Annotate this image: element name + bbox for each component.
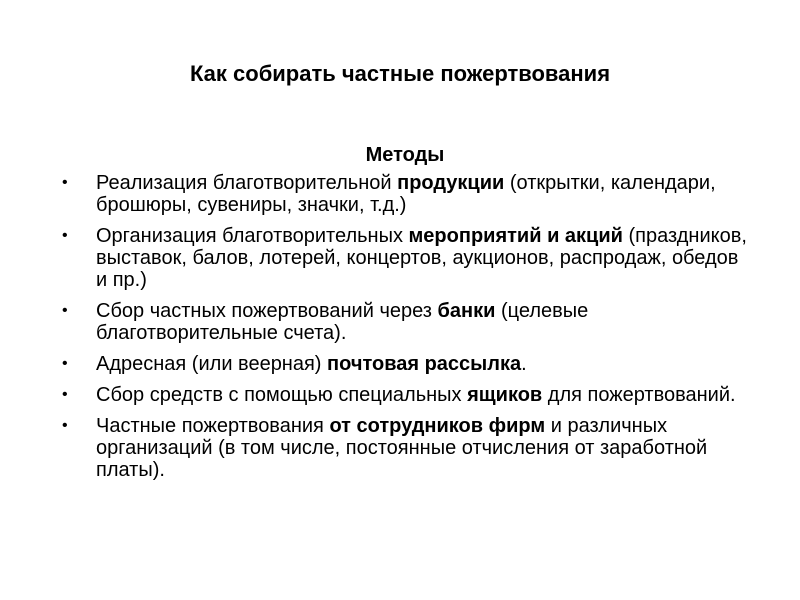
bullet-icon: • — [62, 302, 68, 319]
list-item — [60, 300, 750, 344]
bullet-icon: • — [62, 174, 68, 191]
bullet-icon: • — [62, 386, 68, 403]
item-text: и различных организаций (в том числе, постоянные отчисления от заработной платы). — [96, 415, 708, 481]
list-item — [60, 353, 750, 375]
item-text: Реализация благотворительной — [96, 172, 398, 194]
item-text: (открытки, календари, брошюры, сувениры, значки, т.д.) — [96, 172, 716, 216]
item-text-bold: банки — [437, 300, 496, 322]
item-text-bold: от сотрудников фирм — [329, 415, 546, 437]
item-text-bold: ящиков — [467, 384, 543, 406]
item-text-bold: мероприятий и акций — [408, 225, 623, 247]
methods-list — [60, 172, 750, 481]
bullet-icon: • — [62, 417, 68, 434]
item-text: (праздников, выставок, балов, лотерей, концертов, аукционов, распродаж, обедов и пр.) — [96, 225, 747, 291]
bullet-icon: • — [62, 227, 68, 244]
item-text: . — [521, 353, 527, 375]
item-text: для пожертвований. — [542, 384, 736, 406]
item-text: Сбор средств с помощью специальных — [96, 384, 468, 406]
section-subtitle: Методы — [365, 144, 445, 166]
item-text-bold: почтовая рассылка — [327, 353, 522, 375]
slide-content — [60, 142, 750, 490]
item-text: Сбор частных пожертвований через — [96, 300, 438, 322]
slide-title: Как собирать частные пожертвования — [189, 61, 611, 86]
list-item — [60, 415, 750, 481]
list-item — [60, 225, 750, 291]
item-text-bold: продукции — [397, 172, 505, 194]
item-text: Частные пожертвования — [96, 415, 330, 437]
bullet-icon: • — [62, 355, 68, 372]
list-item — [60, 172, 750, 216]
item-text: Организация благотворительных — [96, 225, 409, 247]
item-text: Адресная (или веерная) — [96, 353, 328, 375]
list-item — [60, 384, 750, 406]
item-text: (целевые благотворительные счета). — [96, 300, 589, 344]
